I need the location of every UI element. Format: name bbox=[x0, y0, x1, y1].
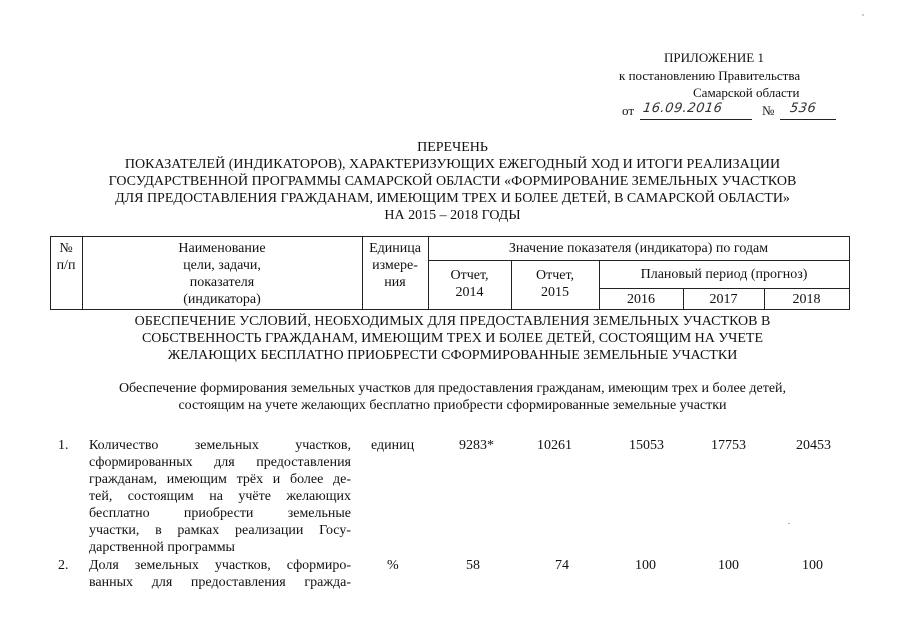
row-value-2014: 9283* bbox=[459, 438, 494, 453]
row-description bbox=[89, 557, 351, 591]
header-year-2018: 2018 bbox=[792, 292, 821, 307]
scan-speck bbox=[862, 14, 864, 16]
date-prefix: от bbox=[622, 103, 635, 118]
row-value-2017: 100 bbox=[718, 558, 739, 573]
header-year-2016: 2016 bbox=[627, 292, 655, 307]
row-description-line: гражданам, имеющим трёх и более де- bbox=[89, 472, 351, 487]
row-value-2018: 20453 bbox=[796, 438, 831, 453]
section-heading-line-2: СОБСТВЕННОСТЬ ГРАЖДАНАМ, ИМЕЮЩИМ ТРЕХ И БОЛЕЕ ДЕТЕЙ, СОСТОЯЩИМ НА УЧЕТЕ bbox=[141, 331, 764, 346]
header-report-2014-label: Отчет, bbox=[450, 268, 489, 283]
header-num-line-1: № bbox=[59, 241, 73, 256]
appendix-title: ПРИЛОЖЕНИЕ 1 bbox=[664, 50, 764, 65]
header-num-line-2: п/п bbox=[56, 258, 76, 273]
row-value-2018: 100 bbox=[802, 558, 823, 573]
row-unit: единиц bbox=[371, 438, 415, 453]
row-description-line: Доля земельных участков, сформиро- bbox=[89, 558, 351, 573]
header-name-line-4: (индикатора) bbox=[183, 292, 261, 307]
row-description-line: дарственной программы bbox=[89, 540, 235, 555]
row-number: 2. bbox=[58, 558, 69, 573]
row-description-line: сформированных для предоставления bbox=[89, 455, 351, 470]
title-line-5: НА 2015 – 2018 ГОДЫ bbox=[384, 208, 521, 223]
task-line-1: Обеспечение формирования земельных участков для предоставления гражданам, имеющим трех и более детей, bbox=[118, 381, 787, 396]
header-unit-line-3: ния bbox=[384, 275, 406, 290]
section-heading-line-3: ЖЕЛАЮЩИХ БЕСПЛАТНО ПРИОБРЕСТИ СФОРМИРОВАННЫЕ ЗЕМЕЛЬНЫЕ УЧАСТКИ bbox=[167, 348, 738, 363]
row-value-2017: 17753 bbox=[711, 438, 746, 453]
row-description-line: ванных для предоставления гражда- bbox=[89, 575, 351, 590]
row-unit: % bbox=[387, 558, 399, 573]
row-value-2015: 10261 bbox=[537, 438, 572, 453]
title-line-1: ПЕРЕЧЕНЬ bbox=[417, 140, 488, 155]
header-unit-line-1: Единица bbox=[369, 241, 421, 256]
handwritten-date: 16.09.2016 bbox=[641, 101, 724, 116]
header-year-2017: 2017 bbox=[709, 292, 738, 307]
header-plan-title: Плановый период (прогноз) bbox=[640, 267, 808, 282]
row-value-2014: 58 bbox=[466, 558, 480, 573]
section-heading-line-1: ОБЕСПЕЧЕНИЕ УСЛОВИЙ, НЕОБХОДИМЫХ ДЛЯ ПРЕДОСТАВЛЕНИЯ ЗЕМЕЛЬНЫХ УЧАСТКОВ В bbox=[134, 314, 771, 329]
header-report-2014-year: 2014 bbox=[455, 285, 484, 300]
header-unit-line-2: измере- bbox=[372, 258, 418, 273]
row-description-line: участки, в рамках реализации Госу- bbox=[89, 523, 351, 538]
title-line-4: ДЛЯ ПРЕДОСТАВЛЕНИЯ ГРАЖДАНАМ, ИМЕЮЩИМ ТРЕХ И БОЛЕЕ ДЕТЕЙ, В САМАРСКОЙ ОБЛАСТИ» bbox=[115, 191, 790, 206]
row-description-line: тей, состоящим на учёте желающих bbox=[89, 489, 351, 504]
header-name-line-1: Наименование bbox=[178, 241, 266, 256]
row-value-2015: 74 bbox=[555, 558, 569, 573]
row-description-line: бесплатно приобрести земельные bbox=[89, 506, 351, 521]
row-number: 1. bbox=[58, 438, 69, 453]
header-values-title: Значение показателя (индикатора) по годам bbox=[508, 241, 769, 256]
header-report-2015-year: 2015 bbox=[541, 285, 569, 300]
appendix-line-1: к постановлению Правительства bbox=[619, 68, 801, 83]
row-description bbox=[89, 437, 351, 556]
title-line-3: ГОСУДАРСТВЕННОЙ ПРОГРАММЫ САМАРСКОЙ ОБЛАСТИ «ФОРМИРОВАНИЕ ЗЕМЕЛЬНЫХ УЧАСТКОВ bbox=[108, 174, 797, 189]
header-report-2015-label: Отчет, bbox=[535, 268, 575, 283]
row-value-2016: 100 bbox=[635, 558, 656, 573]
scan-speck bbox=[788, 523, 790, 524]
handwritten-number: 536 bbox=[788, 101, 818, 116]
task-line-2: состоящим на учете желающих бесплатно приобрести сформированные земельные участки bbox=[178, 398, 727, 413]
appendix-line-2: Самарской области bbox=[693, 85, 800, 100]
number-prefix: № bbox=[762, 103, 775, 118]
row-description-line: Количество земельных участков, bbox=[89, 438, 351, 453]
header-name-line-2: цели, задачи, bbox=[183, 258, 261, 273]
title-line-2: ПОКАЗАТЕЛЕЙ (ИНДИКАТОРОВ), ХАРАКТЕРИЗУЮЩИХ ЕЖЕГОДНЫЙ ХОД И ИТОГИ РЕАЛИЗАЦИИ bbox=[124, 157, 781, 172]
row-value-2016: 15053 bbox=[629, 438, 664, 453]
header-name-line-3: показателя bbox=[189, 275, 255, 290]
